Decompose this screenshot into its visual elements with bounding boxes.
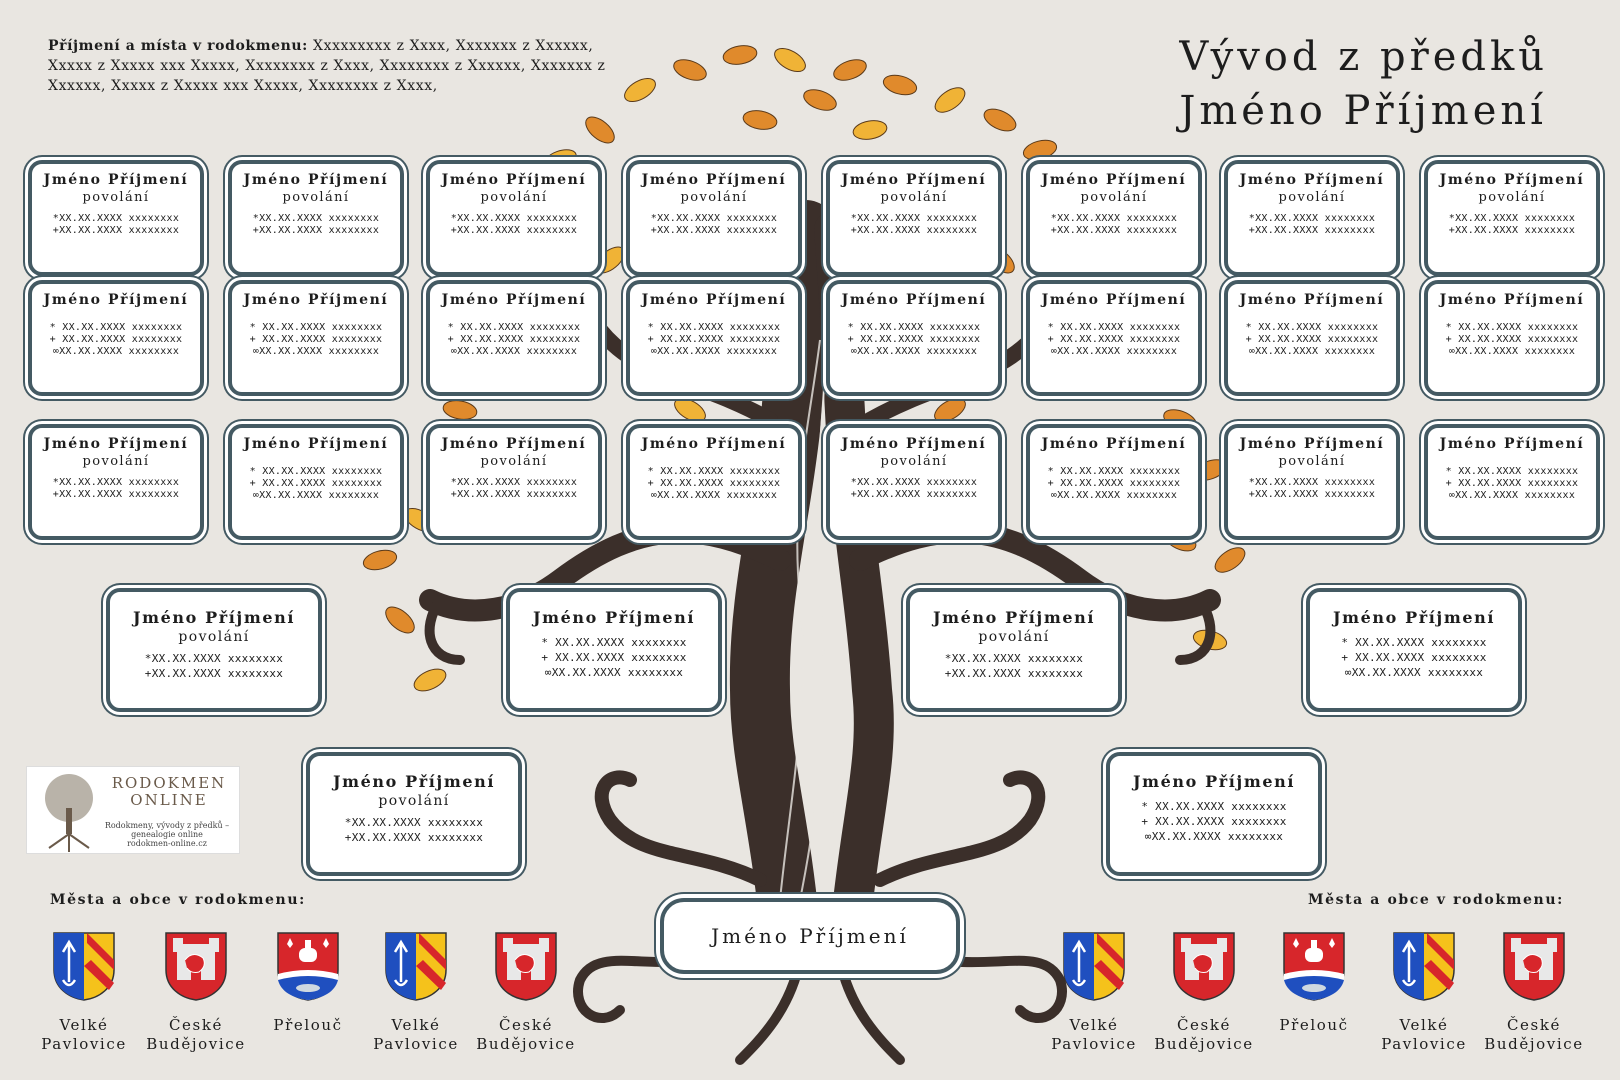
ancestor-date-line: *XX.XX.XXXX xxxxxxxx — [944, 652, 1084, 665]
ancestor-date-line: *XX.XX.XXXX xxxxxxxx — [52, 477, 180, 488]
ancestor-dates — [430, 213, 598, 237]
ancestor-card — [826, 160, 1002, 276]
ancestor-date-line: +XX.XX.XXXX xxxxxxxx — [1248, 489, 1376, 500]
rodokmen-logo — [26, 766, 240, 854]
leaf-icon — [931, 394, 969, 427]
ancestor-card — [1224, 424, 1400, 540]
ancestor-card — [426, 160, 602, 276]
ancestor-date-line: * XX.XX.XXXX xxxxxxxx — [1141, 800, 1287, 813]
ancestor-date-line: ∞XX.XX.XXXX xxxxxxxx — [252, 490, 380, 501]
ancestor-date-line: +XX.XX.XXXX xxxxxxxx — [944, 667, 1084, 680]
ancestor-dates — [232, 322, 400, 358]
ancestor-date-line: + XX.XX.XXXX xxxxxxxx — [447, 334, 581, 345]
ancestor-occupation: povolání — [880, 190, 948, 205]
ancestor-dates — [110, 651, 318, 681]
leaf-icon — [722, 43, 759, 67]
ancestor-date-line: *XX.XX.XXXX xxxxxxxx — [650, 213, 778, 224]
ancestor-card — [426, 424, 602, 540]
ancestor-date-line: +XX.XX.XXXX xxxxxxxx — [144, 667, 284, 680]
ancestor-card — [1224, 160, 1400, 276]
ancestor-dates — [1228, 322, 1396, 358]
ancestor-date-line: ∞XX.XX.XXXX xxxxxxxx — [1448, 490, 1576, 501]
ancestor-date-line: * XX.XX.XXXX xxxxxxxx — [847, 322, 981, 333]
ancestor-date-line: + XX.XX.XXXX xxxxxxxx — [647, 334, 781, 345]
ancestor-card — [28, 280, 204, 396]
ancestor-date-line: + XX.XX.XXXX xxxxxxxx — [1047, 478, 1181, 489]
ancestor-date-line: *XX.XX.XXXX xxxxxxxx — [144, 652, 284, 665]
ancestor-card — [228, 424, 404, 540]
prelouc-crest-icon — [275, 930, 341, 1002]
ancestor-date-line: * XX.XX.XXXX xxxxxxxx — [1047, 322, 1181, 333]
surnames-list — [48, 36, 608, 96]
ancestor-dates — [32, 322, 200, 358]
ancestor-name: Jméno Příjmení — [841, 292, 987, 308]
ancestor-date-line: *XX.XX.XXXX xxxxxxxx — [252, 213, 380, 224]
leaf-icon — [671, 56, 709, 85]
ancestor-date-line: + XX.XX.XXXX xxxxxxxx — [1445, 478, 1579, 489]
leaf-icon — [411, 665, 449, 696]
ancestor-name: Jméno Příjmení — [1041, 292, 1187, 308]
town-name: České Budějovice — [1154, 1016, 1254, 1053]
ancestor-name: Jméno Příjmení — [243, 172, 389, 188]
ancestor-dates — [1228, 477, 1396, 501]
ancestor-date-line: ∞XX.XX.XXXX xxxxxxxx — [1144, 830, 1284, 843]
ancestor-dates — [232, 466, 400, 502]
ancestor-name: Jméno Příjmení — [1041, 172, 1187, 188]
leaf-icon — [381, 602, 419, 638]
ancestor-card — [28, 160, 204, 276]
ancestor-name: Jméno Příjmení — [1239, 172, 1385, 188]
ancestor-date-line: *XX.XX.XXXX xxxxxxxx — [850, 477, 978, 488]
leaf-icon — [442, 398, 479, 422]
town-name: Velké Pavlovice — [373, 1016, 459, 1053]
ancestor-date-line: ∞XX.XX.XXXX xxxxxxxx — [252, 346, 380, 357]
ancestor-date-line: * XX.XX.XXXX xxxxxxxx — [1245, 322, 1379, 333]
pavlovice-crest-icon — [383, 930, 449, 1002]
ancestor-date-line: ∞XX.XX.XXXX xxxxxxxx — [1448, 346, 1576, 357]
ancestor-card — [1424, 160, 1600, 276]
ancestor-dates — [1030, 322, 1198, 358]
root-person-name: Jméno Příjmení — [711, 924, 909, 948]
ancestor-name: Jméno Příjmení — [441, 436, 587, 452]
ancestor-name: Jméno Příjmení — [43, 172, 189, 188]
ancestor-card — [1424, 280, 1600, 396]
ancestor-date-line: +XX.XX.XXXX xxxxxxxx — [52, 225, 180, 236]
ancestor-date-line: *XX.XX.XXXX xxxxxxxx — [52, 213, 180, 224]
ancestor-date-line: + XX.XX.XXXX xxxxxxxx — [1445, 334, 1579, 345]
ancestor-name: Jméno Příjmení — [1041, 436, 1187, 452]
ancestor-dates — [310, 815, 518, 845]
ancestor-date-line: * XX.XX.XXXX xxxxxxxx — [1047, 466, 1181, 477]
ancestor-date-line: * XX.XX.XXXX xxxxxxxx — [1341, 636, 1487, 649]
ancestor-date-line: *XX.XX.XXXX xxxxxxxx — [850, 213, 978, 224]
ancestor-dates — [1428, 466, 1596, 502]
ancestor-occupation: povolání — [680, 190, 748, 205]
ancestor-occupation: povolání — [480, 190, 548, 205]
ancestor-date-line: *XX.XX.XXXX xxxxxxxx — [344, 816, 484, 829]
ancestor-date-line: +XX.XX.XXXX xxxxxxxx — [850, 489, 978, 500]
ancestor-date-line: +XX.XX.XXXX xxxxxxxx — [650, 225, 778, 236]
ancestor-date-line: + XX.XX.XXXX xxxxxxxx — [49, 334, 183, 345]
ancestor-card — [426, 280, 602, 396]
ancestor-card — [626, 424, 802, 540]
leaf-icon — [1211, 543, 1249, 577]
logo-url: rodokmen-online.cz — [127, 839, 207, 848]
ancestor-date-line: + XX.XX.XXXX xxxxxxxx — [1141, 815, 1287, 828]
surnames-text: Xxxxxxxxx z Xxxx, Xxxxxxx z Xxxxxx, Xxxxx z Xxxxx xxx Xxxxx, Xxxxxxxx z Xxxx, Xxxxxxxx z Xxxxxx, Xxxxxxx z Xxxxxx, Xxxxx z Xxxxx xxx Xxxxx, Xxxxxxxx z Xxxx, — [48, 38, 606, 94]
budejovice-crest-icon — [163, 930, 229, 1002]
towns-label-right: Města a obce v rodokmenu: — [1308, 892, 1564, 908]
ancestor-dates — [630, 466, 798, 502]
ancestor-occupation: povolání — [1478, 190, 1546, 205]
ancestor-date-line: + XX.XX.XXXX xxxxxxxx — [1341, 651, 1487, 664]
ancestor-card — [1026, 280, 1202, 396]
ancestor-card — [1026, 160, 1202, 276]
ancestor-name: Jméno Příjmení — [1332, 608, 1496, 627]
leaf-icon — [621, 74, 659, 107]
leaf-icon — [931, 83, 969, 117]
ancestor-date-line: * XX.XX.XXXX xxxxxxxx — [49, 322, 183, 333]
ancestor-date-line: + XX.XX.XXXX xxxxxxxx — [847, 334, 981, 345]
ancestor-date-line: + XX.XX.XXXX xxxxxxxx — [249, 334, 383, 345]
ancestor-date-line: * XX.XX.XXXX xxxxxxxx — [1445, 322, 1579, 333]
ancestor-name: Jméno Příjmení — [43, 436, 189, 452]
ancestor-card — [106, 588, 322, 712]
logo-title: RODOKMEN ONLINE — [111, 774, 227, 809]
town-name: Přelouč — [1279, 1016, 1349, 1034]
ancestor-name: Jméno Příjmení — [1439, 292, 1585, 308]
ancestor-occupation: povolání — [880, 454, 948, 469]
ancestor-name: Jméno Příjmení — [243, 292, 389, 308]
ancestor-name: Jméno Příjmení — [641, 436, 787, 452]
leaf-icon — [581, 112, 619, 148]
ancestor-date-line: * XX.XX.XXXX xxxxxxxx — [647, 466, 781, 477]
ancestor-occupation: povolání — [282, 190, 350, 205]
leaf-icon — [671, 394, 709, 427]
ancestor-dates — [1030, 213, 1198, 237]
ancestor-name: Jméno Příjmení — [1439, 436, 1585, 452]
prelouc-crest-icon — [1281, 930, 1347, 1002]
ancestor-date-line: ∞XX.XX.XXXX xxxxxxxx — [544, 666, 684, 679]
town-name: Velké Pavlovice — [1051, 1016, 1137, 1053]
surnames-label: Příjmení a místa v rodokmenu: — [48, 38, 308, 54]
ancestor-dates — [830, 213, 998, 237]
pavlovice-crest-icon — [1061, 930, 1127, 1002]
leaf-icon — [771, 44, 809, 77]
ancestor-card — [228, 280, 404, 396]
ancestor-dates — [1030, 466, 1198, 502]
ancestor-occupation: povolání — [82, 190, 150, 205]
ancestor-date-line: ∞XX.XX.XXXX xxxxxxxx — [1248, 346, 1376, 357]
title-line-1: Vývod z předků — [1179, 34, 1548, 80]
town-name: Velké Pavlovice — [41, 1016, 127, 1053]
ancestor-card — [306, 752, 522, 876]
ancestor-date-line: ∞XX.XX.XXXX xxxxxxxx — [1344, 666, 1484, 679]
leaf-icon — [981, 105, 1019, 136]
leaf-icon — [881, 72, 919, 98]
ancestor-card — [1424, 424, 1600, 540]
ancestor-name: Jméno Příjmení — [243, 436, 389, 452]
leaf-icon — [852, 118, 889, 142]
ancestor-dates — [1428, 213, 1596, 237]
ancestor-date-line: ∞XX.XX.XXXX xxxxxxxx — [850, 346, 978, 357]
leaf-icon — [801, 86, 839, 115]
ancestor-date-line: *XX.XX.XXXX xxxxxxxx — [450, 213, 578, 224]
ancestor-card — [228, 160, 404, 276]
ancestor-date-line: + XX.XX.XXXX xxxxxxxx — [1245, 334, 1379, 345]
ancestor-date-line: * XX.XX.XXXX xxxxxxxx — [249, 322, 383, 333]
ancestor-card — [826, 280, 1002, 396]
ancestor-dates — [430, 322, 598, 358]
ancestor-date-line: *XX.XX.XXXX xxxxxxxx — [1050, 213, 1178, 224]
ancestor-dates — [630, 322, 798, 358]
title-line-2: Jméno Příjmení — [1179, 88, 1547, 134]
ancestor-name: Jméno Příjmení — [441, 292, 587, 308]
ancestor-date-line: ∞XX.XX.XXXX xxxxxxxx — [650, 490, 778, 501]
ancestor-dates — [630, 213, 798, 237]
ancestor-date-line: * XX.XX.XXXX xxxxxxxx — [541, 636, 687, 649]
ancestor-date-line: +XX.XX.XXXX xxxxxxxx — [1448, 225, 1576, 236]
ancestor-date-line: ∞XX.XX.XXXX xxxxxxxx — [52, 346, 180, 357]
ancestor-card — [906, 588, 1122, 712]
ancestor-name: Jméno Příjmení — [132, 608, 296, 627]
ancestor-date-line: *XX.XX.XXXX xxxxxxxx — [1248, 213, 1376, 224]
ancestor-name: Jméno Příjmení — [1239, 292, 1385, 308]
root-person-card — [660, 898, 960, 974]
ancestor-name: Jméno Příjmení — [641, 172, 787, 188]
ancestor-date-line: +XX.XX.XXXX xxxxxxxx — [450, 489, 578, 500]
ancestor-occupation: povolání — [978, 629, 1050, 645]
ancestor-date-line: +XX.XX.XXXX xxxxxxxx — [450, 225, 578, 236]
town-name: České Budějovice — [476, 1016, 576, 1053]
ancestor-name: Jméno Příjmení — [43, 292, 189, 308]
ancestor-date-line: * XX.XX.XXXX xxxxxxxx — [1445, 466, 1579, 477]
ancestor-card — [28, 424, 204, 540]
ancestor-card — [1026, 424, 1202, 540]
town-name: České Budějovice — [1484, 1016, 1584, 1053]
towns-label-left: Města a obce v rodokmenu: — [50, 892, 306, 908]
ancestor-date-line: +XX.XX.XXXX xxxxxxxx — [344, 831, 484, 844]
ancestor-date-line: *XX.XX.XXXX xxxxxxxx — [1448, 213, 1576, 224]
town-name: Přelouč — [273, 1016, 343, 1034]
ancestor-dates — [32, 213, 200, 237]
leaf-icon — [361, 547, 399, 573]
ancestor-name: Jméno Příjmení — [441, 172, 587, 188]
ancestor-date-line: * XX.XX.XXXX xxxxxxxx — [249, 466, 383, 477]
ancestor-dates — [510, 635, 718, 680]
ancestor-name: Jméno Příjmení — [1239, 436, 1385, 452]
pavlovice-crest-icon — [1391, 930, 1457, 1002]
ancestor-card — [626, 280, 802, 396]
ancestor-date-line: * XX.XX.XXXX xxxxxxxx — [447, 322, 581, 333]
ancestor-date-line: +XX.XX.XXXX xxxxxxxx — [252, 225, 380, 236]
leaf-icon — [742, 108, 779, 132]
logo-subtitle — [97, 821, 237, 848]
leaf-icon — [831, 56, 869, 85]
logo-tagline: Rodokmeny, vývody z předků – genealogie online — [104, 821, 230, 839]
ancestor-dates — [1310, 635, 1518, 680]
ancestor-name: Jméno Příjmení — [841, 436, 987, 452]
ancestor-name: Jméno Příjmení — [841, 172, 987, 188]
ancestor-name: Jméno Příjmení — [932, 608, 1096, 627]
budejovice-crest-icon — [493, 930, 559, 1002]
budejovice-crest-icon — [1501, 930, 1567, 1002]
ancestor-card — [626, 160, 802, 276]
ancestor-name: Jméno Příjmení — [532, 608, 696, 627]
town-name: České Budějovice — [146, 1016, 246, 1053]
ancestor-occupation: povolání — [480, 454, 548, 469]
ancestor-date-line: +XX.XX.XXXX xxxxxxxx — [52, 489, 180, 500]
ancestor-card — [1224, 280, 1400, 396]
ancestor-occupation: povolání — [82, 454, 150, 469]
ancestor-date-line: ∞XX.XX.XXXX xxxxxxxx — [450, 346, 578, 357]
ancestor-date-line: + XX.XX.XXXX xxxxxxxx — [1047, 334, 1181, 345]
ancestor-date-line: *XX.XX.XXXX xxxxxxxx — [1248, 477, 1376, 488]
ancestor-date-line: +XX.XX.XXXX xxxxxxxx — [850, 225, 978, 236]
ancestor-date-line: ∞XX.XX.XXXX xxxxxxxx — [1050, 346, 1178, 357]
ancestor-occupation: povolání — [178, 629, 250, 645]
ancestor-dates — [430, 477, 598, 501]
page-title — [1179, 30, 1548, 138]
ancestor-date-line: +XX.XX.XXXX xxxxxxxx — [1248, 225, 1376, 236]
ancestor-date-line: + XX.XX.XXXX xxxxxxxx — [249, 478, 383, 489]
ancestor-occupation: povolání — [1278, 190, 1346, 205]
ancestor-name: Jméno Příjmení — [332, 772, 496, 791]
ancestor-dates — [910, 651, 1118, 681]
ancestor-occupation: povolání — [1080, 190, 1148, 205]
ancestor-date-line: * XX.XX.XXXX xxxxxxxx — [647, 322, 781, 333]
ancestor-name: Jméno Příjmení — [1132, 772, 1296, 791]
ancestor-dates — [32, 477, 200, 501]
ancestor-card — [506, 588, 722, 712]
ancestor-dates — [232, 213, 400, 237]
ancestor-date-line: *XX.XX.XXXX xxxxxxxx — [450, 477, 578, 488]
ancestor-dates — [1428, 322, 1596, 358]
pavlovice-crest-icon — [51, 930, 117, 1002]
ancestor-card — [1106, 752, 1322, 876]
ancestor-dates — [1228, 213, 1396, 237]
town-name: Velké Pavlovice — [1381, 1016, 1467, 1053]
ancestor-date-line: + XX.XX.XXXX xxxxxxxx — [541, 651, 687, 664]
budejovice-crest-icon — [1171, 930, 1237, 1002]
ancestor-dates — [830, 477, 998, 501]
ancestor-card — [826, 424, 1002, 540]
ancestor-date-line: + XX.XX.XXXX xxxxxxxx — [647, 478, 781, 489]
ancestor-date-line: +XX.XX.XXXX xxxxxxxx — [1050, 225, 1178, 236]
ancestor-occupation: povolání — [1278, 454, 1346, 469]
ancestor-date-line: ∞XX.XX.XXXX xxxxxxxx — [1050, 490, 1178, 501]
ancestor-date-line: ∞XX.XX.XXXX xxxxxxxx — [650, 346, 778, 357]
ancestor-card — [1306, 588, 1522, 712]
ancestor-name: Jméno Příjmení — [641, 292, 787, 308]
ancestor-occupation: povolání — [378, 793, 450, 809]
ancestor-dates — [830, 322, 998, 358]
ancestor-dates — [1110, 799, 1318, 844]
ancestor-name: Jméno Příjmení — [1439, 172, 1585, 188]
